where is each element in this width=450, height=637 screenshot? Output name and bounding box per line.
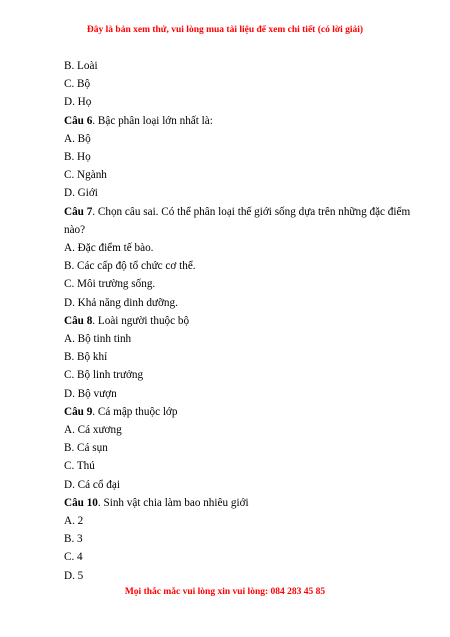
question-number: Câu 8 <box>64 314 93 327</box>
option-text: D. Giới <box>64 187 98 200</box>
question-stem <box>64 112 424 130</box>
answer-option <box>64 348 424 366</box>
question-text: . Cá mập thuộc lớp <box>92 405 178 418</box>
option-text: A. Bộ tinh tinh <box>64 333 132 346</box>
option-text: C. Môi trường sống. <box>64 278 156 291</box>
option-text: C. Thú <box>64 460 95 473</box>
answer-option <box>64 75 424 93</box>
answer-option <box>64 548 424 566</box>
answer-option <box>64 294 424 312</box>
question-number: Câu 6 <box>64 114 93 127</box>
contact-notice: Mọi thắc mắc vui lòng xin vui lòng: 084 283 45 85 <box>124 587 326 597</box>
option-text: B. Bộ khỉ <box>64 351 108 364</box>
option-text: C. Ngành <box>64 169 107 182</box>
option-text: B. 3 <box>64 533 83 546</box>
option-text: A. Cá xương <box>64 424 122 437</box>
answer-option <box>64 166 424 184</box>
answer-option <box>64 421 424 439</box>
option-text: D. Họ <box>64 96 92 109</box>
option-text: A. Bộ <box>64 132 91 145</box>
question-stem <box>64 403 424 421</box>
answer-option <box>64 93 424 111</box>
option-text: C. Bộ <box>64 78 91 91</box>
option-text: D. Bộ vượn <box>64 387 117 400</box>
question-text: . Sinh vật chia làm bao nhiêu giới <box>97 496 249 509</box>
option-text: C. 4 <box>64 551 83 564</box>
question-stem <box>64 312 424 330</box>
option-text: C. Bộ linh trưởng <box>64 369 144 382</box>
option-text: D. 5 <box>64 569 84 582</box>
question-stem <box>64 203 424 239</box>
answer-option <box>64 57 424 75</box>
document-body <box>64 57 424 585</box>
answer-option <box>64 530 424 548</box>
question-number: Câu 10 <box>64 496 98 509</box>
answer-option <box>64 567 424 585</box>
preview-notice: Đây là bản xem thử, vui lòng mua tài liệu để xem chi tiết (có lời giải) <box>86 25 364 35</box>
option-text: B. Loài <box>64 60 98 72</box>
answer-option <box>64 130 424 148</box>
question-number: Câu 7 <box>64 205 93 218</box>
question-number: Câu 9 <box>64 405 93 418</box>
answer-option <box>64 239 424 257</box>
answer-option <box>64 184 424 202</box>
question-text: . Loài người thuộc bộ <box>92 314 190 327</box>
answer-option <box>64 512 424 530</box>
option-text: A. 2 <box>64 515 84 528</box>
option-text: B. Cá sụn <box>64 442 108 455</box>
answer-option <box>64 439 424 457</box>
option-text: B. Các cấp độ tổ chức cơ thể. <box>64 260 196 273</box>
option-text: D. Cá cổ đại <box>64 478 120 491</box>
answer-option <box>64 385 424 403</box>
question-stem <box>64 494 424 512</box>
option-text: A. Đặc điểm tế bào. <box>64 242 154 255</box>
answer-option <box>64 148 424 166</box>
question-text: . Chọn câu sai. Có thể phân loại thế giới sống dựa trên những đặc điểm nào? <box>64 205 411 236</box>
option-text: B. Họ <box>64 151 91 164</box>
answer-option <box>64 366 424 384</box>
question-text: . Bậc phân loại lớn nhất là: <box>92 114 213 127</box>
answer-option <box>64 275 424 293</box>
answer-option <box>64 330 424 348</box>
answer-option <box>64 257 424 275</box>
option-text: D. Khả năng dinh dưỡng. <box>64 296 178 309</box>
answer-option <box>64 457 424 475</box>
answer-option <box>64 476 424 494</box>
